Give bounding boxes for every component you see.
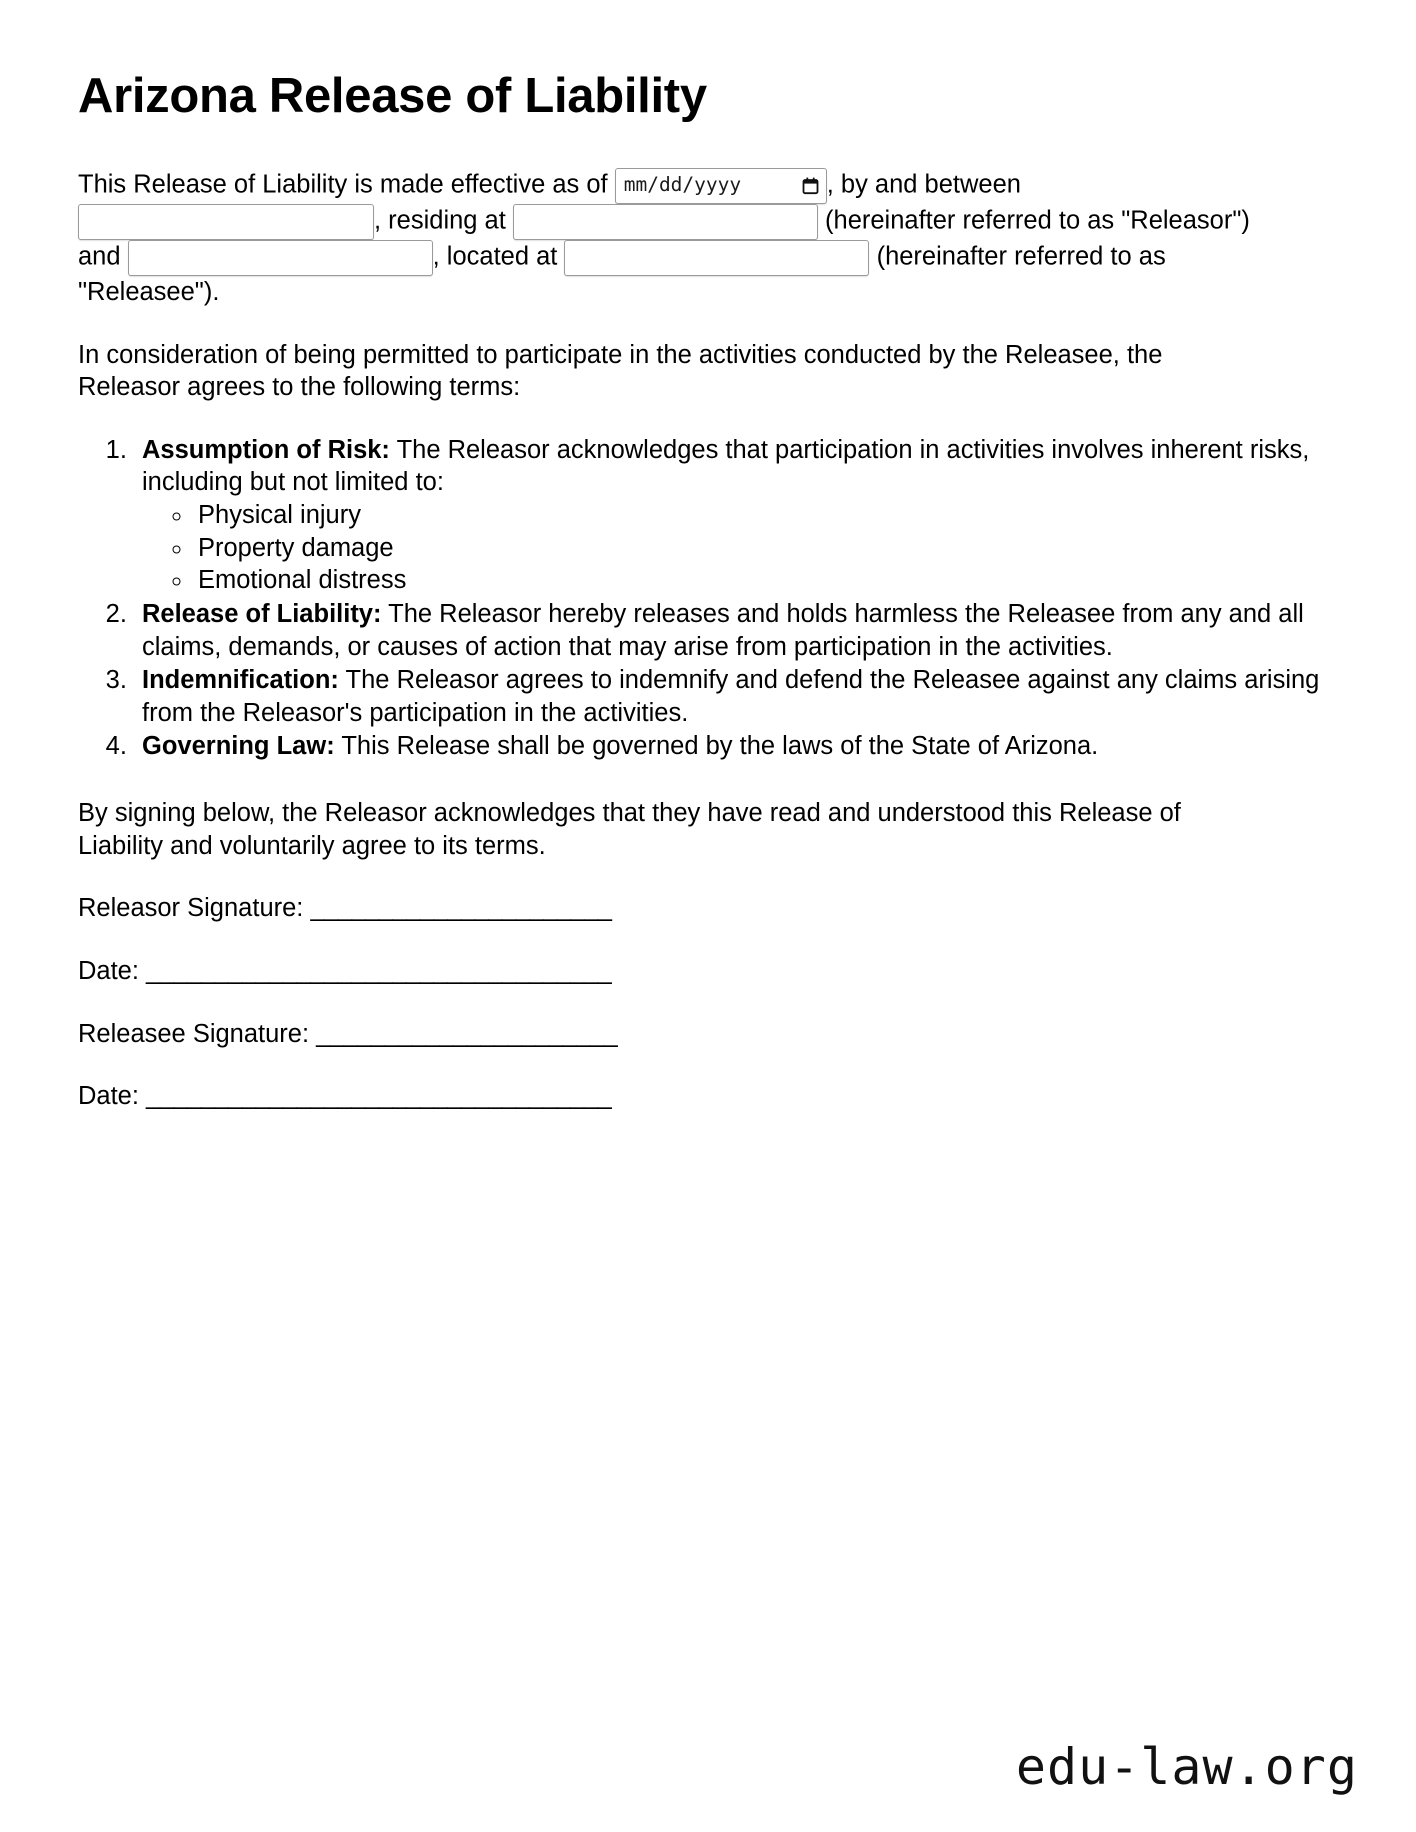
page-title: Arizona Release of Liability bbox=[78, 69, 707, 123]
releasee-date-line bbox=[78, 1080, 1336, 1113]
term-heading-3: Indemnification: bbox=[142, 666, 339, 695]
terms-list bbox=[78, 434, 1336, 763]
intro-segment-5: , located at bbox=[432, 242, 558, 271]
term-text-3: The Releasor agrees to indemnify and defend the Releasee against any claims arising from the Releasor's participation in the activities. bbox=[142, 666, 1320, 727]
effective-date-field[interactable] bbox=[615, 168, 827, 204]
releasee-date-label: Date: bbox=[78, 1082, 147, 1111]
intro-segment-4: (hereinafter referred to as "Releasor") and bbox=[78, 206, 1250, 271]
intro-segment-6: (hereinafter referred to as "Releasee"). bbox=[78, 242, 1166, 306]
date-placeholder-text: mm/dd/yyyy bbox=[623, 173, 742, 197]
term-text-4: This Release shall be governed by the laws of the State of Arizona. bbox=[341, 732, 1099, 761]
consideration-paragraph: In consideration of being permitted to participate in the activities conducted by the Releasee, the Releasor agrees to the following terms: bbox=[78, 340, 1163, 402]
releasor-signature-label: Releasor Signature: bbox=[78, 894, 311, 923]
intro-paragraph bbox=[78, 168, 1263, 309]
releasee-signature-rule[interactable]: ______________________ bbox=[316, 1019, 618, 1048]
risk-subitem-list bbox=[142, 499, 1336, 597]
acknowledgement-paragraph: By signing below, the Releasor acknowledges that they have read and understood this Release of Liability and voluntarily agree to its terms. bbox=[78, 799, 1181, 860]
list-item: ◦ Property damage bbox=[194, 532, 1336, 565]
releasee-signature-line bbox=[78, 1018, 1336, 1051]
intro-segment-3: , residing at bbox=[374, 206, 506, 235]
term-heading-4: Governing Law: bbox=[142, 732, 335, 761]
releasee-signature-label: Releasee Signature: bbox=[78, 1019, 317, 1048]
term-text-2: The Releasor hereby releases and holds harmless the Releasee from any and all claims, demands, or causes of action that may arise from participation in the activities. bbox=[142, 599, 1304, 661]
releasor-name-input[interactable] bbox=[78, 204, 374, 240]
calendar-icon[interactable] bbox=[802, 177, 819, 195]
intro-segment-2: , by and between bbox=[826, 170, 1021, 199]
term-text-1: The Releasor acknowledges that participation in activities involves inherent risks, including but not limited to: bbox=[142, 435, 1310, 497]
term-item-1 bbox=[134, 434, 1336, 597]
releasor-date-rule[interactable]: __________________________________ bbox=[146, 956, 612, 985]
list-item: ◦ Emotional distress bbox=[194, 564, 1336, 597]
releasor-address-input[interactable] bbox=[513, 204, 818, 240]
releasor-date-label: Date: bbox=[78, 956, 147, 985]
releasor-date-line bbox=[78, 955, 1336, 988]
list-item: ◦ Physical injury bbox=[194, 499, 1336, 532]
releasee-name-input[interactable] bbox=[128, 240, 433, 276]
footer-brand-watermark: edu-law.org bbox=[1015, 1738, 1358, 1796]
releasor-signature-rule[interactable]: ______________________ bbox=[310, 894, 612, 923]
releasee-location-input[interactable] bbox=[564, 240, 869, 276]
intro-segment-1: This Release of Liability is made effective as of bbox=[78, 170, 608, 199]
term-item-2 bbox=[134, 598, 1336, 663]
term-item-3 bbox=[134, 664, 1336, 729]
releasee-date-rule[interactable]: __________________________________ bbox=[146, 1082, 612, 1111]
term-heading-2: Release of Liability: bbox=[142, 599, 382, 628]
releasor-signature-line bbox=[78, 892, 1336, 925]
term-item-4 bbox=[134, 730, 1336, 763]
term-heading-1: Assumption of Risk: bbox=[142, 435, 390, 464]
